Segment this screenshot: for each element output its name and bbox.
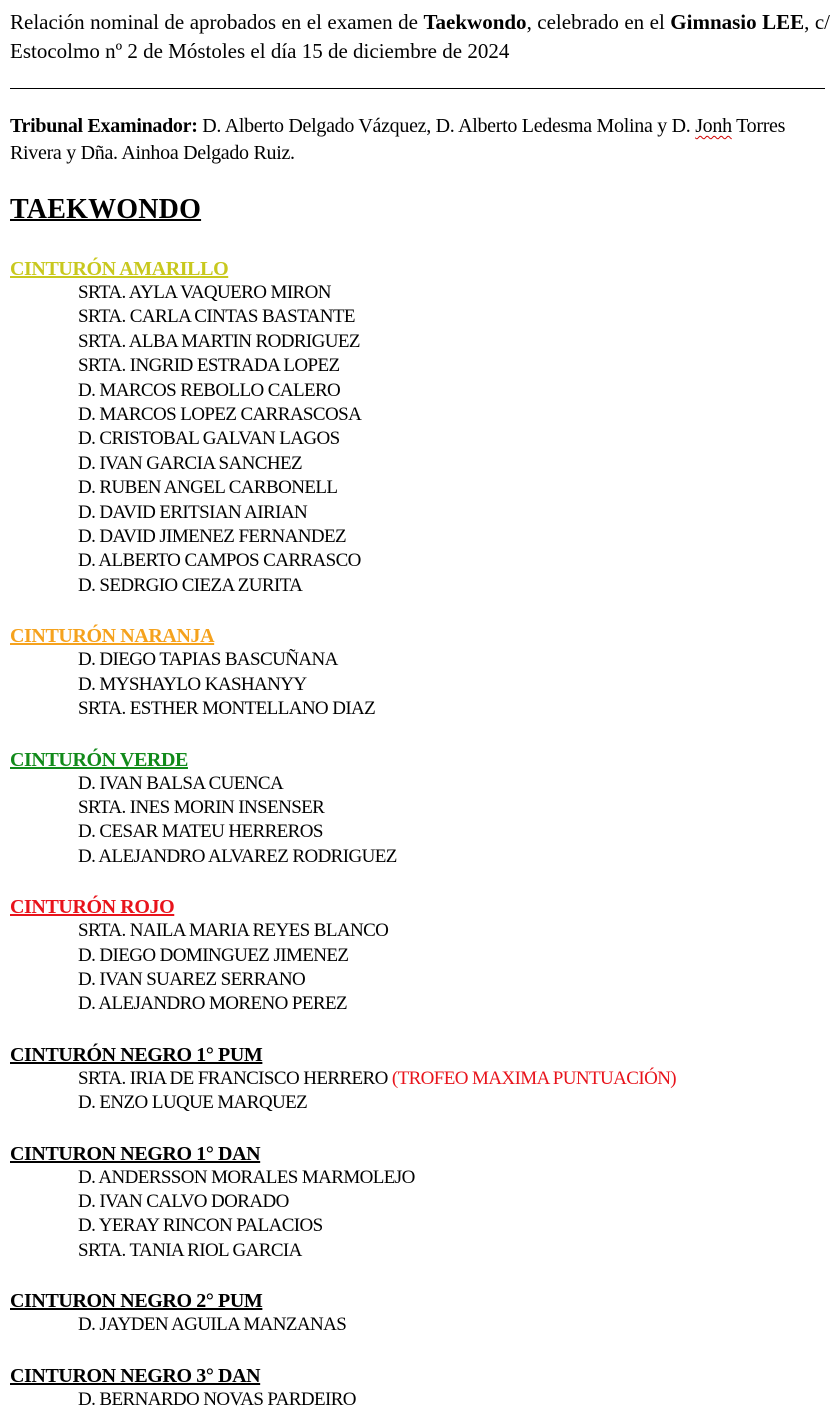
tribunal-paragraph xyxy=(10,113,830,167)
name-item: D. MARCOS REBOLLO CALERO xyxy=(78,379,341,401)
name-item: SRTA. ESTHER MONTELLANO DIAZ xyxy=(78,698,376,720)
names-list-amarillo xyxy=(10,281,830,598)
section-cinturon-negro-3-dan xyxy=(10,1364,830,1412)
name-item: D. DAVID JIMENEZ FERNANDEZ xyxy=(78,526,346,548)
tribunal-text-post: Torres Rivera y Dña. Ainhoa Delgado Ruiz. xyxy=(10,115,786,164)
names-list-negro-1-dan xyxy=(10,1166,830,1264)
names-list-verde xyxy=(10,772,830,870)
section-title-negro-2-pum: CINTURON NEGRO 2° PUM xyxy=(10,1290,263,1313)
name-item: D. ALEJANDRO ALVAREZ RODRIGUEZ xyxy=(78,845,397,867)
name-item: D. BERNARDO NOVAS PARDEIRO xyxy=(78,1388,356,1410)
names-list-negro-2-pum xyxy=(10,1313,830,1337)
name-item: D. DIEGO TAPIAS BASCUÑANA xyxy=(78,649,338,671)
section-title-rojo: CINTURÓN ROJO xyxy=(10,896,175,919)
main-title: TAEKWONDO xyxy=(10,194,202,225)
intro-text-post: , c/ Estocolmo nº 2 de Móstoles el día 15 de diciembre de 2024 xyxy=(10,10,831,63)
name-item: SRTA. INES MORIN INSENSER xyxy=(78,796,325,818)
name-text: SRTA. IRIA DE FRANCISCO HERRERO xyxy=(78,1067,388,1089)
section-cinturon-verde xyxy=(10,748,830,870)
name-item: D. ALBERTO CAMPOS CARRASCO xyxy=(78,550,361,572)
name-item xyxy=(78,1067,830,1091)
section-cinturon-negro-2-pum xyxy=(10,1289,830,1337)
name-item: D. YERAY RINCON PALACIOS xyxy=(78,1215,323,1237)
section-cinturon-negro-1-dan xyxy=(10,1142,830,1264)
intro-discipline: Taekwondo xyxy=(423,10,527,34)
name-item: D. MYSHAYLO KASHANYY xyxy=(78,673,307,695)
name-item: D. JAYDEN AGUILA MANZANAS xyxy=(78,1314,347,1336)
names-list-negro-1-pum xyxy=(10,1067,830,1116)
tribunal-text-pre: D. Alberto Delgado Vázquez, D. Alberto Ledesma Molina y D. xyxy=(197,115,696,137)
section-title-negro-1-pum: CINTURÓN NEGRO 1° PUM xyxy=(10,1043,263,1066)
name-item: SRTA. AYLA VAQUERO MIRON xyxy=(78,282,331,303)
trophy-note: (TROFEO MAXIMA PUNTUACIÓN) xyxy=(391,1067,677,1089)
name-item: SRTA. INGRID ESTRADA LOPEZ xyxy=(78,355,340,377)
name-item: D. CESAR MATEU HERREROS xyxy=(78,821,323,843)
name-item: SRTA. CARLA CINTAS BASTANTE xyxy=(78,306,355,328)
name-item: D. IVAN SUAREZ SERRANO xyxy=(78,968,306,990)
name-item: D. RUBEN ANGEL CARBONELL xyxy=(78,477,338,499)
section-title-negro-3-dan: CINTURON NEGRO 3° DAN xyxy=(10,1364,261,1387)
separator-line xyxy=(10,88,825,89)
section-title-naranja: CINTURÓN NARANJA xyxy=(10,625,215,648)
name-item: D. SEDRGIO CIEZA ZURITA xyxy=(78,574,303,596)
name-item: D. ENZO LUQUE MARQUEZ xyxy=(78,1092,308,1114)
name-item: D. DAVID ERITSIAN AIRIAN xyxy=(78,501,308,523)
intro-text-pre: Relación nominal de aprobados en el examen de xyxy=(10,10,424,34)
name-item: SRTA. ALBA MARTIN RODRIGUEZ xyxy=(78,330,360,352)
name-item: D. ANDERSSON MORALES MARMOLEJO xyxy=(78,1166,415,1188)
name-item: D. IVAN CALVO DORADO xyxy=(78,1190,289,1212)
name-item: D. MARCOS LOPEZ CARRASCOSA xyxy=(78,404,362,426)
intro-venue: Gimnasio LEE xyxy=(670,10,805,34)
section-title-negro-1-dan: CINTURON NEGRO 1° DAN xyxy=(10,1142,261,1165)
intro-paragraph xyxy=(10,8,830,66)
name-item: D. CRISTOBAL GALVAN LAGOS xyxy=(78,428,340,450)
section-cinturon-amarillo xyxy=(10,257,830,598)
name-item: SRTA. NAILA MARIA REYES BLANCO xyxy=(78,920,389,942)
name-item: D. ALEJANDRO MORENO PEREZ xyxy=(78,993,347,1015)
section-cinturon-rojo xyxy=(10,895,830,1017)
tribunal-misspelled-word: Jonh xyxy=(695,115,732,137)
intro-text-mid: , celebrado en el xyxy=(526,10,671,34)
names-list-rojo xyxy=(10,919,830,1017)
section-title-amarillo: CINTURÓN AMARILLO xyxy=(10,258,229,280)
tribunal-label: Tribunal Examinador: xyxy=(10,115,198,137)
names-list-naranja xyxy=(10,648,830,721)
name-item: SRTA. TANIA RIOL GARCIA xyxy=(78,1239,302,1261)
name-item: D. IVAN GARCIA SANCHEZ xyxy=(78,452,302,474)
section-title-verde: CINTURÓN VERDE xyxy=(10,748,188,771)
names-list-negro-3-dan xyxy=(10,1388,830,1412)
name-item: D. DIEGO DOMINGUEZ JIMENEZ xyxy=(78,944,349,966)
name-item: D. IVAN BALSA CUENCA xyxy=(78,772,284,794)
section-cinturon-negro-1-pum xyxy=(10,1043,830,1116)
section-cinturon-naranja xyxy=(10,624,830,721)
